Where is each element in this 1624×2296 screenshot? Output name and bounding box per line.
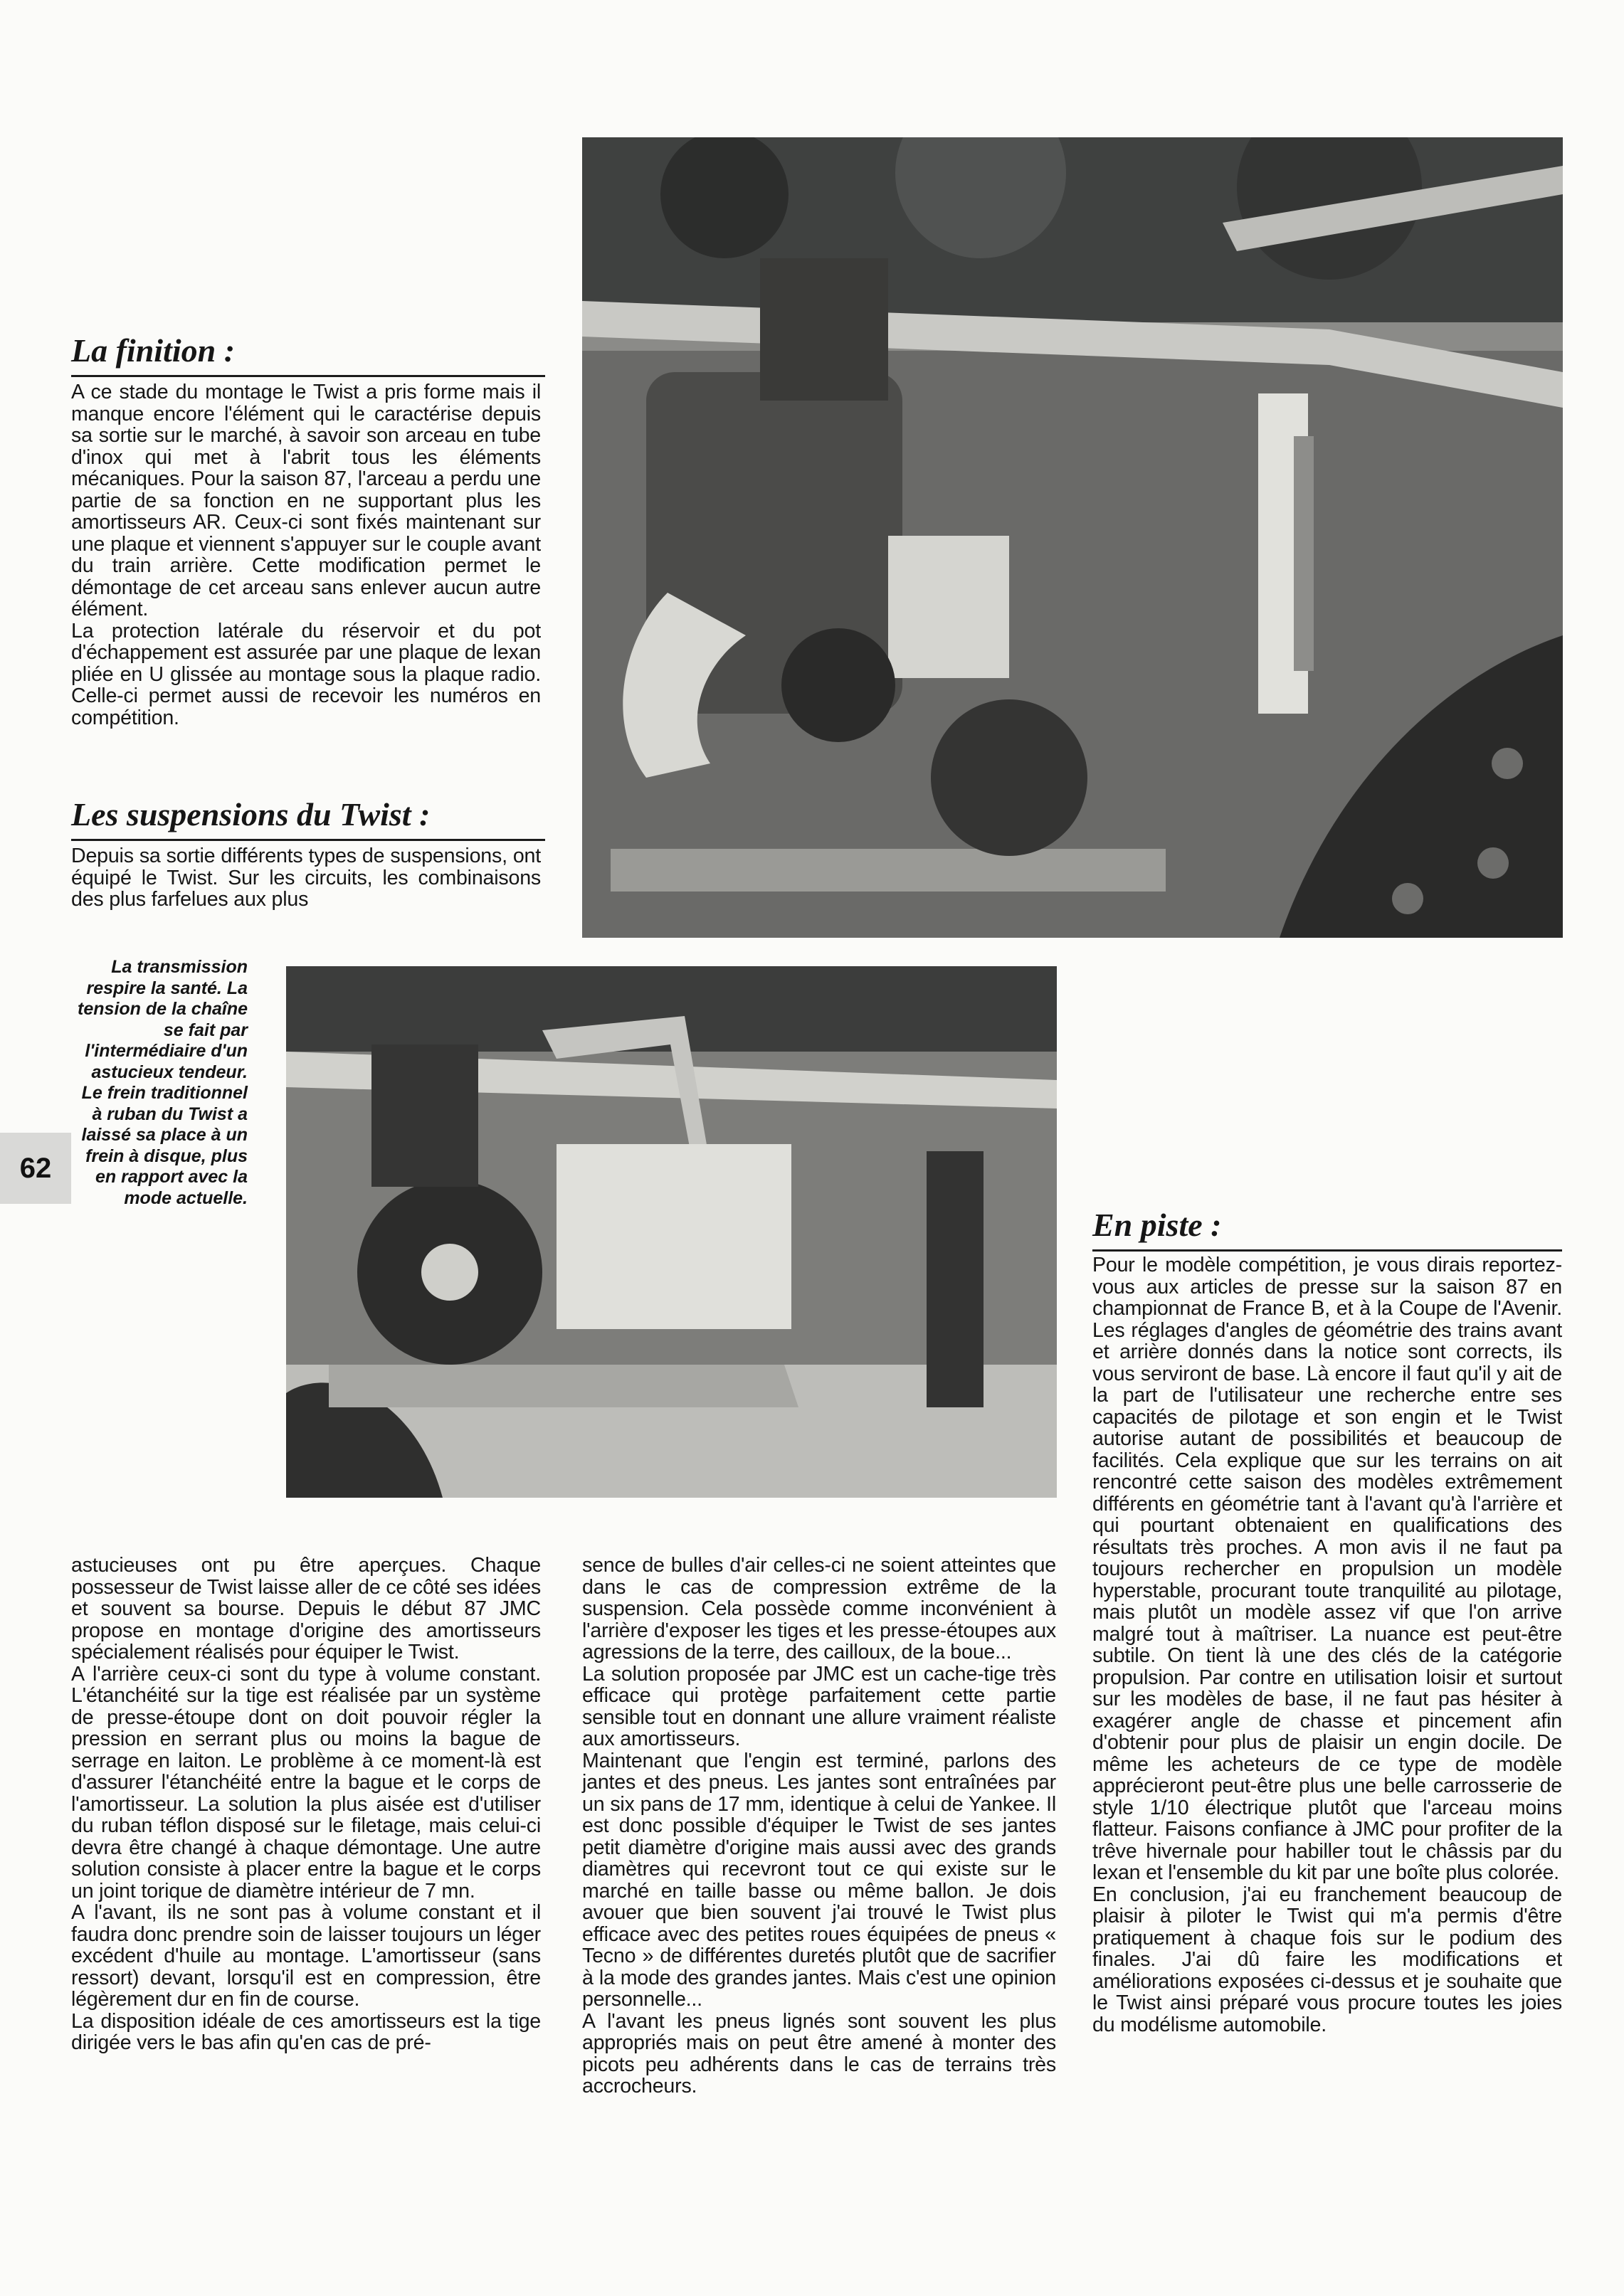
paragraph: La solution proposée par JMC est un cache-tige très efficace qui protège parfaitement cette partie sensible tout en donnant une allure vraiment réaliste aux amortisseurs.: [582, 1662, 1056, 1750]
heading-suspensions: Les suspensions du Twist :: [71, 795, 545, 841]
heading-finition: La finition :: [71, 331, 545, 377]
paragraph: La protection latérale du réservoir et du pot d'échappement est assurée par une plaque de lexan pliée en U glissée au montage sous la plaque radio. Celle-ci permet aussi de recevoir les numéros en compétition.: [71, 619, 541, 729]
paragraph: Maintenant que l'engin est terminé, parlons des jantes et des pneus. Les jantes sont entraînées par un six pans de 17 mm, identique à celui de Yankee. Il est donc possible d'équiper le Twist de ses jantes petit diamètre d'origine mais aussi avec des grands diamètres qui recevront tout ce qui existe sur le marché en taille basse ou même ballon. Je dois avouer que bien souvent j'ai trouvé le Twist plus efficace avec des petites roues équipées de pneus « Tecno » de différentes duretés plutôt que de sacrifier à la mode des grandes jantes. Mais c'est une opinion personnelle...: [582, 1749, 1056, 2011]
page-number-tab: [0, 1133, 71, 1204]
heading-en-piste: En piste :: [1092, 1205, 1562, 1252]
photo-caption: La transmission respire la santé. La tension de la chaîne se fait par l'intermédiaire d'un astucieux tendeur. Le frein traditionnel à ruban du Twist a laissé sa place à un frein à disque, plus en rapport avec la mode actuelle.: [78, 957, 248, 1208]
paragraph: astucieuses ont pu être aperçues. Chaque possesseur de Twist laisse aller de ce côté ses idées et souvent sa bourse. Depuis le début 87 JMC propose en montage d'origine des amortisseurs spécialement réalisés pour équiper le Twist.: [71, 1554, 541, 1663]
paragraph: En conclusion, j'ai eu franchement beaucoup de plaisir à piloter le Twist qui m'a permis d'être pratiquement à chaque fois sur le podium des finales. J'ai dû faire les modifications et améliorations exposées ci-dessus et je souhaite que le Twist ainsi préparé vous procure toutes les joies du modélisme automobile.: [1092, 1883, 1562, 2036]
photo-engine-rear-suspension: [582, 137, 1563, 938]
paragraph: A ce stade du montage le Twist a pris forme mais il manque encore l'élément qui le caractérise depuis sa sortie sur le marché, à savoir son arceau en tube d'inox qui met à l'abrit tous les éléments mécaniques. Pour la saison 87, l'arceau a perdu une partie de sa fonction en ne supportant plus les amortisseurs AR. Ceux-ci sont fixés maintenant sur une plaque et viennent s'appuyer sur le couple avant du train arrière. Cette modification permet le démontage de cet arceau sans enlever aucun autre élément.: [71, 381, 541, 620]
text-finition: [71, 381, 541, 729]
paragraph: Depuis sa sortie différents types de suspensions, ont équipé le Twist. Sur les circuits, les combinaisons des plus farfelues aux plus: [71, 845, 541, 911]
paragraph: Pour le modèle compétition, je vous dirais reportez-vous aux articles de presse sur la saison 87 en championnat de France B, et à la Coupe de l'Avenir. Les réglages d'angles de géométrie des trains avant et arrière donnés dans la notice sont corrects, ils vous serviront de base. Là encore il faut qu'il y ait de la part de l'utilisateur une recherche entre ses capacités de pilotage et son engin et le Twist autorise autant de possibilités et beaucoup de facilités. Cela explique que sur les terrains on ait rencontré cette saison des modèles extrêmement différents en géométrie tant à l'avant qu'à l'arrière et qui pourtant obtenaient en qualifications des résultats très proches. A mon avis il ne faut pa toujours rechercher en propulsion un modèle hyperstable, procurant toute tranquilité au pilotage, mais plutôt un modèle assez vif que l'on arrive malgré tout à maîtriser. La nuance est peut-être subtile. On tient là une des clés de la catégorie propulsion. Par contre en utilisation loisir et surtout sur les modèles de base, il ne faut pas hésiter à exagérer angle de chasse et pincement afin d'obtenir pour plus de plaisir un engin docile. De même les acheteurs de ce type de modèle apprécieront peut-être plus une belle carrosserie de style 1/10 électrique plutôt que l'arceau moins flatteur. Faisons confiance à JMC pour profiter de la trêve hivernale pour habiller tout le châssis par du lexan et l'ensemble du kit par une boîte plus colorée.: [1092, 1254, 1562, 1884]
page-number: 62: [19, 1152, 52, 1184]
text-suspensions-column-2: [582, 1555, 1056, 2097]
paragraph: sence de bulles d'air celles-ci ne soient atteintes que dans le cas de compression extrême de la suspension. Cela possède comme inconvénient à l'arrière d'exposer les tiges et les presse-étoupes aux agressions de la terre, des cailloux, de la boue...: [582, 1554, 1056, 1663]
photo-chassis-roll-bar: [286, 966, 1057, 1498]
paragraph: A l'avant, ils ne sont pas à volume constant et il faudra donc prendre soin de laisser toujours un léger excédent d'huile au montage. L'amortisseur (sans ressort) devant, lorsqu'il est en compression, être légèrement dur en fin de course.: [71, 1901, 541, 2011]
paragraph: La disposition idéale de ces amortisseurs est la tige dirigée vers le bas afin qu'en cas de pré-: [71, 2009, 541, 2054]
paragraph: A l'arrière ceux-ci sont du type à volume constant. L'étanchéité sur la tige est réalisée par un système de presse-étoupe dont on doit pouvoir régler la pression en serrant plus ou moins la bague de serrage en laiton. Le problème à ce moment-là est d'assurer l'étanchéité entre la bague et le corps de l'amortisseur. La solution la plus aisée est d'utiliser du ruban téflon disposé sur le filetage, mais celui-ci devra être changé à chaque démontage. Une autre solution consiste à placer entre la bague et le corps un joint torique de diamètre intérieur de 7 mn.: [71, 1662, 541, 1903]
text-en-piste: [1092, 1254, 1562, 2036]
text-suspensions-intro: [71, 845, 541, 911]
text-suspensions-column-1: [71, 1555, 541, 2054]
paragraph: A l'avant les pneus lignés sont souvent les plus appropriés mais on peut être amené à monter des picots peu adhérents dans le cas de terrains très accrocheurs.: [582, 2009, 1056, 2097]
